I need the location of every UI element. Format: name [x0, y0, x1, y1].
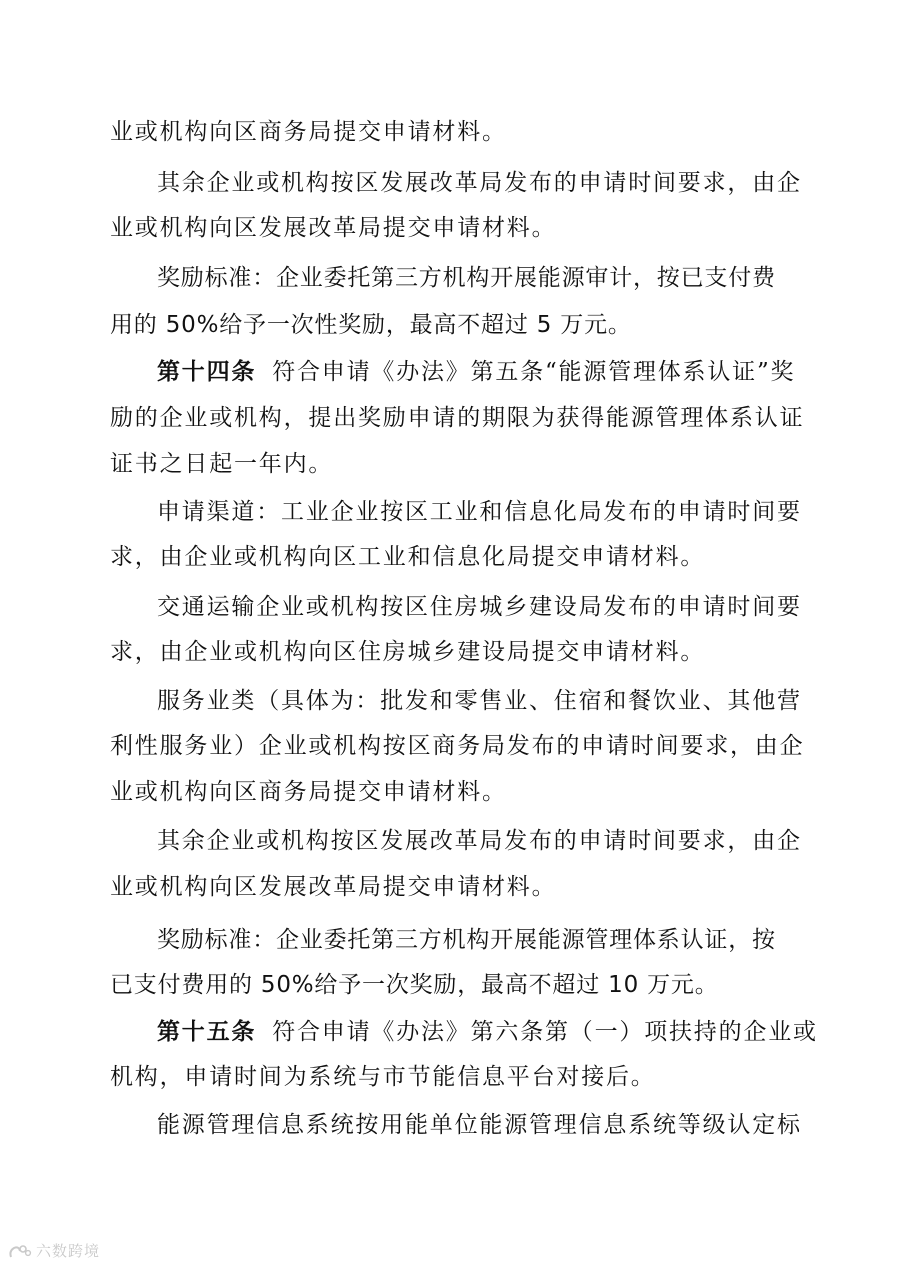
- watermark: [8, 1240, 100, 1261]
- text-line-14: 利性服务业）企业或机构按区商务局发布的申请时间要求，由企: [110, 733, 805, 759]
- watermark-text: 六数跨境: [36, 1242, 101, 1260]
- text-line-10: 求，由企业或机构向区工业和信息化局提交申请材料。: [110, 544, 706, 570]
- logo-icon: [8, 1243, 32, 1261]
- article-15-heading: 第十五条: [157, 1018, 257, 1045]
- text-line-17: 业或机构向区发展改革局提交申请材料。: [110, 874, 557, 900]
- text-line-18: 奖励标准：企业委托第三方机构开展能源管理体系认证，按: [157, 927, 776, 953]
- text-line-15: 业或机构向区商务局提交申请材料。: [110, 779, 507, 805]
- text-line-9: 申请渠道：工业企业按区工业和信息化局发布的申请时间要: [157, 499, 802, 525]
- article-14-text: 符合申请《办法》第五条“能源管理体系认证”奖: [272, 359, 796, 385]
- text-line-12: 求，由企业或机构向区住房城乡建设局提交申请材料。: [110, 639, 706, 665]
- text-line-13: 服务业类（具体为：批发和零售业、住宿和餐饮业、其他营: [157, 688, 802, 714]
- text-line-11: 交通运输企业或机构按区住房城乡建设局发布的申请时间要: [157, 594, 802, 620]
- article-15-text: 符合申请《办法》第六条第（一）项扶持的企业或: [272, 1019, 818, 1045]
- text-line-22: 能源管理信息系统按用能单位能源管理信息系统等级认定标: [157, 1112, 802, 1138]
- text-line-1: 业或机构向区商务局提交申请材料。: [110, 119, 507, 145]
- article-15-line-1: [157, 1017, 818, 1047]
- text-line-3: 业或机构向区发展改革局提交申请材料。: [110, 215, 557, 241]
- text-line-16: 其余企业或机构按区发展改革局发布的申请时间要求，由企: [157, 828, 802, 854]
- article-14-line-1: [157, 357, 795, 387]
- text-line-5: 用的 50%给予一次性奖励，最高不超过 5 万元。: [110, 312, 632, 338]
- text-line-7: 励的企业或机构，提出奖励申请的期限为获得能源管理体系认证: [110, 405, 805, 431]
- text-line-2: 其余企业或机构按区发展改革局发布的申请时间要求，由企: [157, 170, 802, 196]
- text-line-8: 证书之日起一年内。: [110, 451, 334, 477]
- text-line-19: 已支付费用的 50%给予一次奖励，最高不超过 10 万元。: [110, 972, 719, 998]
- text-line-4: 奖励标准：企业委托第三方机构开展能源审计，按已支付费: [157, 265, 776, 291]
- article-14-heading: 第十四条: [157, 358, 257, 385]
- text-line-21: 机构，申请时间为系统与市节能信息平台对接后。: [110, 1064, 656, 1090]
